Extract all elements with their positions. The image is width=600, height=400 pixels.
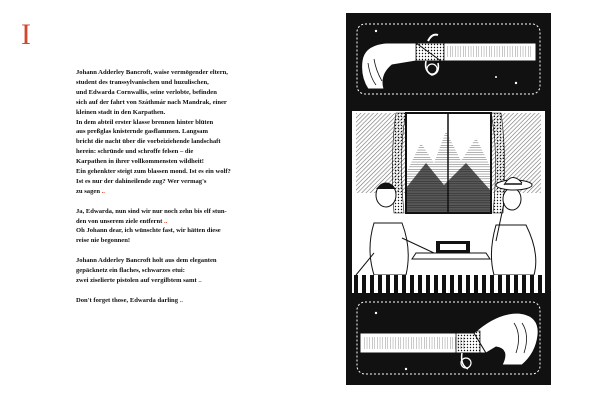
text-line: und Edwarda Cornwallis, seine verlobte, befinden — [76, 88, 217, 96]
text-line: bricht die nacht über die vorbeiziehende landschaft — [76, 138, 221, 146]
text-line: Johann Adderley Bancroft, waise vermögender eltern, — [76, 69, 228, 76]
text-line: kleinen stadt in den Karpathen. — [76, 108, 166, 116]
ellipsis-mark: .. — [198, 277, 202, 284]
illustration — [346, 13, 551, 385]
text-line: In dem abteil erster klasse brennen hinter blüten — [76, 118, 214, 126]
text-line: aus preßglas knisternde gasflammen. Langsam — [76, 128, 208, 136]
paragraph-3 — [76, 256, 251, 286]
text-line — [76, 217, 251, 227]
text-line: gepäcknetz ein flaches, schwarzes etui: — [76, 267, 185, 275]
chapter-numeral: I — [21, 18, 31, 51]
text-line: Ein gehenkter steigt zum blassen mond. Ist es ein wolf? — [76, 168, 231, 176]
illustration-art — [346, 13, 551, 385]
ellipsis-mark: .. — [101, 187, 105, 195]
ellipsis-mark: .. — [163, 217, 168, 225]
line-text: zwei ziselierte pistolen auf vergilbtem samt — [76, 277, 197, 284]
line-text: Don't forget those, Edwarda darling — [76, 296, 179, 304]
line-text: zu sagen — [76, 187, 100, 195]
text-line: Oh Johann dear, ich wünschte fast, wir hätten diese — [76, 227, 221, 235]
text-line — [76, 296, 251, 306]
pistol-bottom-panel — [352, 297, 545, 379]
text-line: Johann Adderley Bancroft holt aus dem eleganten — [76, 257, 217, 265]
text-line: sich auf der fahrt von Száthmár nach Mandrak, einer — [76, 98, 227, 106]
paragraph-1 — [76, 68, 251, 197]
text-line: reise nie begonnen! — [76, 237, 131, 245]
text-line — [76, 276, 251, 286]
text-line — [76, 187, 251, 197]
line-text: den von unserem ziele entfernt — [76, 217, 163, 225]
train-compartment-panel — [352, 103, 545, 293]
text-line: student des transsylvanischen und huzulischen, — [76, 78, 209, 86]
pistol-top-panel — [352, 19, 545, 99]
paragraph-2 — [76, 207, 251, 247]
text-line: Karpathen in ihrer vollkommensten wildheit! — [76, 158, 204, 166]
ellipsis-mark: .. — [179, 296, 183, 304]
text-line: herein: schründe und schroffe felsen – die — [76, 148, 194, 156]
text-line: Ist es nur der dahineilende zug? Wer vermag's — [76, 177, 207, 185]
text-line: Ja, Edwarda, nun sind wir nur noch zehn bis elf stun- — [76, 207, 227, 215]
chapter-text — [76, 68, 251, 316]
paragraph-4 — [76, 296, 251, 306]
